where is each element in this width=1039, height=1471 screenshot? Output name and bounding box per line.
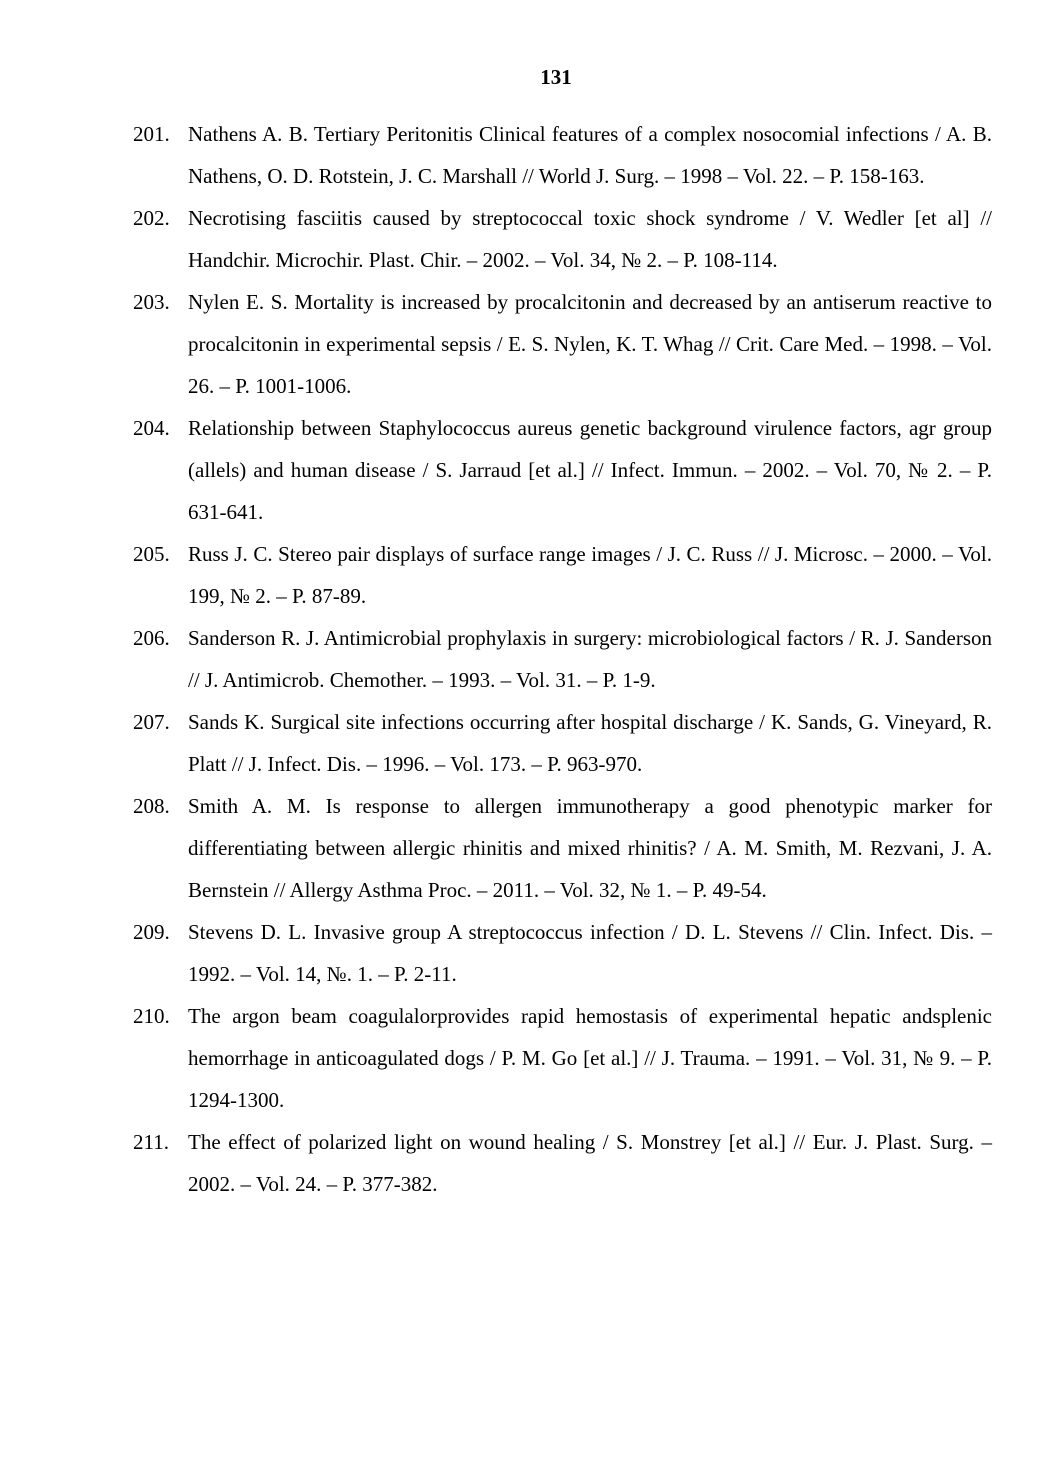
reference-item-206 bbox=[133, 617, 992, 701]
reference-text: The effect of polarized light on wound healing / S. Monstrey [et al.] // Eur. J. Plast. Surg. – 2002. – Vol. 24. – P. 377-382. bbox=[188, 1130, 992, 1196]
reference-number: 209. bbox=[133, 920, 170, 944]
reference-number: 202. bbox=[133, 206, 170, 230]
reference-item-209 bbox=[133, 911, 992, 995]
reference-text: Sanderson R. J. Antimicrobial prophylaxis in surgery: microbiological factors / R. J. Sanderson // J. Antimicrob. Chemother. – 1993. – Vol. 31. – P. 1-9. bbox=[188, 626, 992, 692]
reference-item-202 bbox=[133, 197, 992, 281]
page-number: 131 bbox=[540, 65, 572, 89]
reference-text: Nathens A. B. Tertiary Peritonitis Clinical features of a complex nosocomial infections / A. B. Nathens, O. D. Rotstein, J. C. Marshall // World J. Surg. – 1998 – Vol. 22. – P. 158-163. bbox=[188, 122, 992, 188]
reference-text: Relationship between Staphylococcus aureus genetic background virulence factors, agr group (allels) and human disease / S. Jarraud [et al.] // Infect. Immun. – 2002. – Vol. 70, № 2. – P. 631-641. bbox=[188, 416, 992, 524]
reference-item-205 bbox=[133, 533, 992, 617]
reference-number: 208. bbox=[133, 794, 170, 818]
reference-text: The argon beam coagulalorprovides rapid hemostasis of experimental hepatic andsplenic hemorrhage in anticoagulated dogs / P. M. Go [et al.] // J. Trauma. – 1991. – Vol. 31, № 9. – P. 1294-1300. bbox=[188, 1004, 992, 1112]
reference-item-208 bbox=[133, 785, 992, 911]
reference-number: 203. bbox=[133, 290, 170, 314]
reference-item-204 bbox=[133, 407, 992, 533]
reference-number: 204. bbox=[133, 416, 170, 440]
reference-text: Smith A. M. Is response to allergen immunotherapy a good phenotypic marker for differentiating between allergic rhinitis and mixed rhinitis? / A. M. Smith, M. Rezvani, J. A. Bernstein // Allergy Asthma Proc. – 2011. – Vol. 32, № 1. – P. 49-54. bbox=[188, 794, 992, 902]
reference-number: 207. bbox=[133, 710, 170, 734]
reference-number: 211. bbox=[133, 1130, 169, 1154]
reference-item-207 bbox=[133, 701, 992, 785]
reference-list bbox=[133, 113, 992, 1205]
reference-item-203 bbox=[133, 281, 992, 407]
reference-text: Necrotising fasciitis caused by streptococcal toxic shock syndrome / V. Wedler [et al] // Handchir. Microchir. Plast. Chir. – 2002. – Vol. 34, № 2. – P. 108-114. bbox=[188, 206, 992, 272]
reference-text: Russ J. C. Stereo pair displays of surface range images / J. C. Russ // J. Microsc. – 2000. – Vol. 199, № 2. – P. 87-89. bbox=[188, 542, 992, 608]
reference-number: 206. bbox=[133, 626, 170, 650]
reference-text: Stevens D. L. Invasive group A streptococcus infection / D. L. Stevens // Clin. Infect. Dis. – 1992. – Vol. 14, №. 1. – P. 2-11. bbox=[188, 920, 992, 986]
reference-text: Sands K. Surgical site infections occurring after hospital discharge / K. Sands, G. Vineyard, R. Platt // J. Infect. Dis. – 1996. – Vol. 173. – P. 963-970. bbox=[188, 710, 992, 776]
reference-number: 201. bbox=[133, 122, 170, 146]
reference-item-210 bbox=[133, 995, 992, 1121]
reference-number: 210. bbox=[133, 1004, 170, 1028]
reference-number: 205. bbox=[133, 542, 170, 566]
reference-item-201 bbox=[133, 113, 992, 197]
reference-text: Nylen E. S. Mortality is increased by procalcitonin and decreased by an antiserum reactive to procalcitonin in experimental sepsis / E. S. Nylen, K. T. Whag // Crit. Care Med. – 1998. – Vol. 26. – P. 1001-1006. bbox=[188, 290, 992, 398]
reference-item-211 bbox=[133, 1121, 992, 1205]
